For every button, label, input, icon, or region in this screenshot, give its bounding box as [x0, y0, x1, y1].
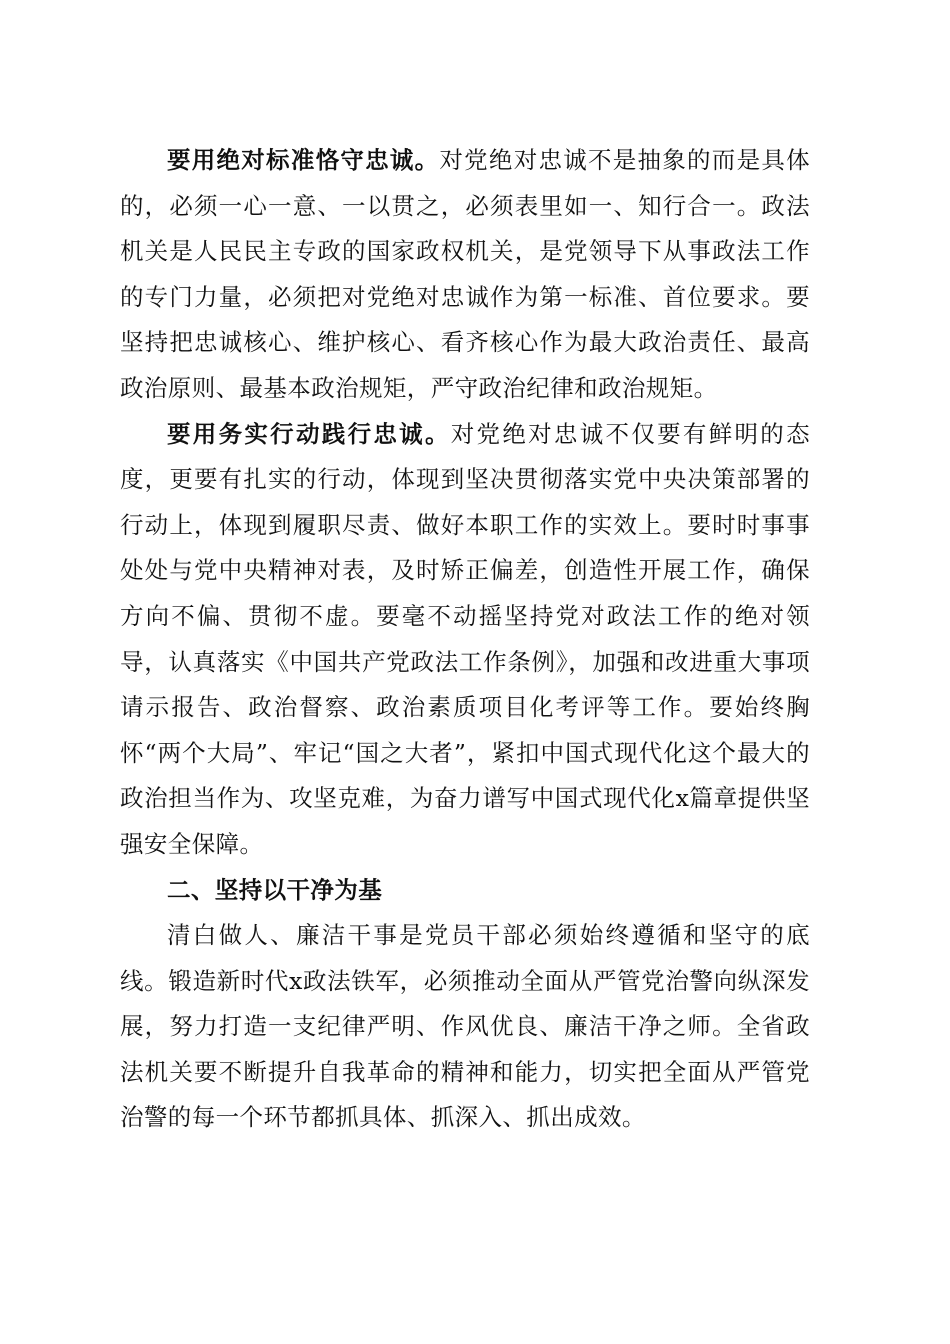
document-page [120, 138, 810, 1141]
paragraph-loyalty-action [120, 412, 810, 868]
paragraph-body: 清白做人、廉洁干事是党员干部必须始终遵循和坚守的底线。锻造新时代x政法铁军，必须推动全面从严管党治警向纵深发展，努力打造一支纪律严明、作风优良、廉洁干净之师。全省政法机关要不断提升自我革命的精神和能力，切实把全面从严管党治警的每一个环节都抓具体、抓深入、抓出成效。 [120, 921, 810, 1132]
paragraph-integrity [120, 913, 810, 1141]
paragraph-loyalty-standard [120, 138, 810, 412]
paragraph-lead: 要用务实行动践行忠诚。 [167, 419, 451, 448]
section-heading: 二、坚持以干净为基 [167, 875, 383, 904]
paragraph-body: 对党绝对忠诚不仅要有鲜明的态度，更要有扎实的行动，体现到坚决贯彻落实党中央决策部署的行动上，体现到履职尽责、做好本职工作的实效上。要时时事事处处与党中央精神对表，及时矫正偏差，创造性开展工作，确保方向不偏、贯彻不虚。要毫不动摇坚持党对政法工作的绝对领导，认真落实《中国共产党政法工作条例》，加强和改进重大事项请示报告、政治督察、政治素质项目化考评等工作。要始终胸怀“两个大局”、牢记“国之大者”，紧扣中国式现代化这个最大的政治担当作为、攻坚克难，为奋力谱写中国式现代化x篇章提供坚强安全保障。 [120, 419, 810, 858]
paragraph-body: 对党绝对忠诚不是抽象的而是具体的，必须一心一意、一以贯之，必须表里如一、知行合一。政法机关是人民民主专政的国家政权机关，是党领导下从事政法工作的专门力量，必须把对党绝对忠诚作为第一标准、首位要求。要坚持把忠诚核心、维护核心、看齐核心作为最大政治责任、最高政治原则、最基本政治规矩，严守政治纪律和政治规矩。 [120, 146, 810, 402]
paragraph-lead: 要用绝对标准恪守忠诚。 [167, 146, 440, 174]
